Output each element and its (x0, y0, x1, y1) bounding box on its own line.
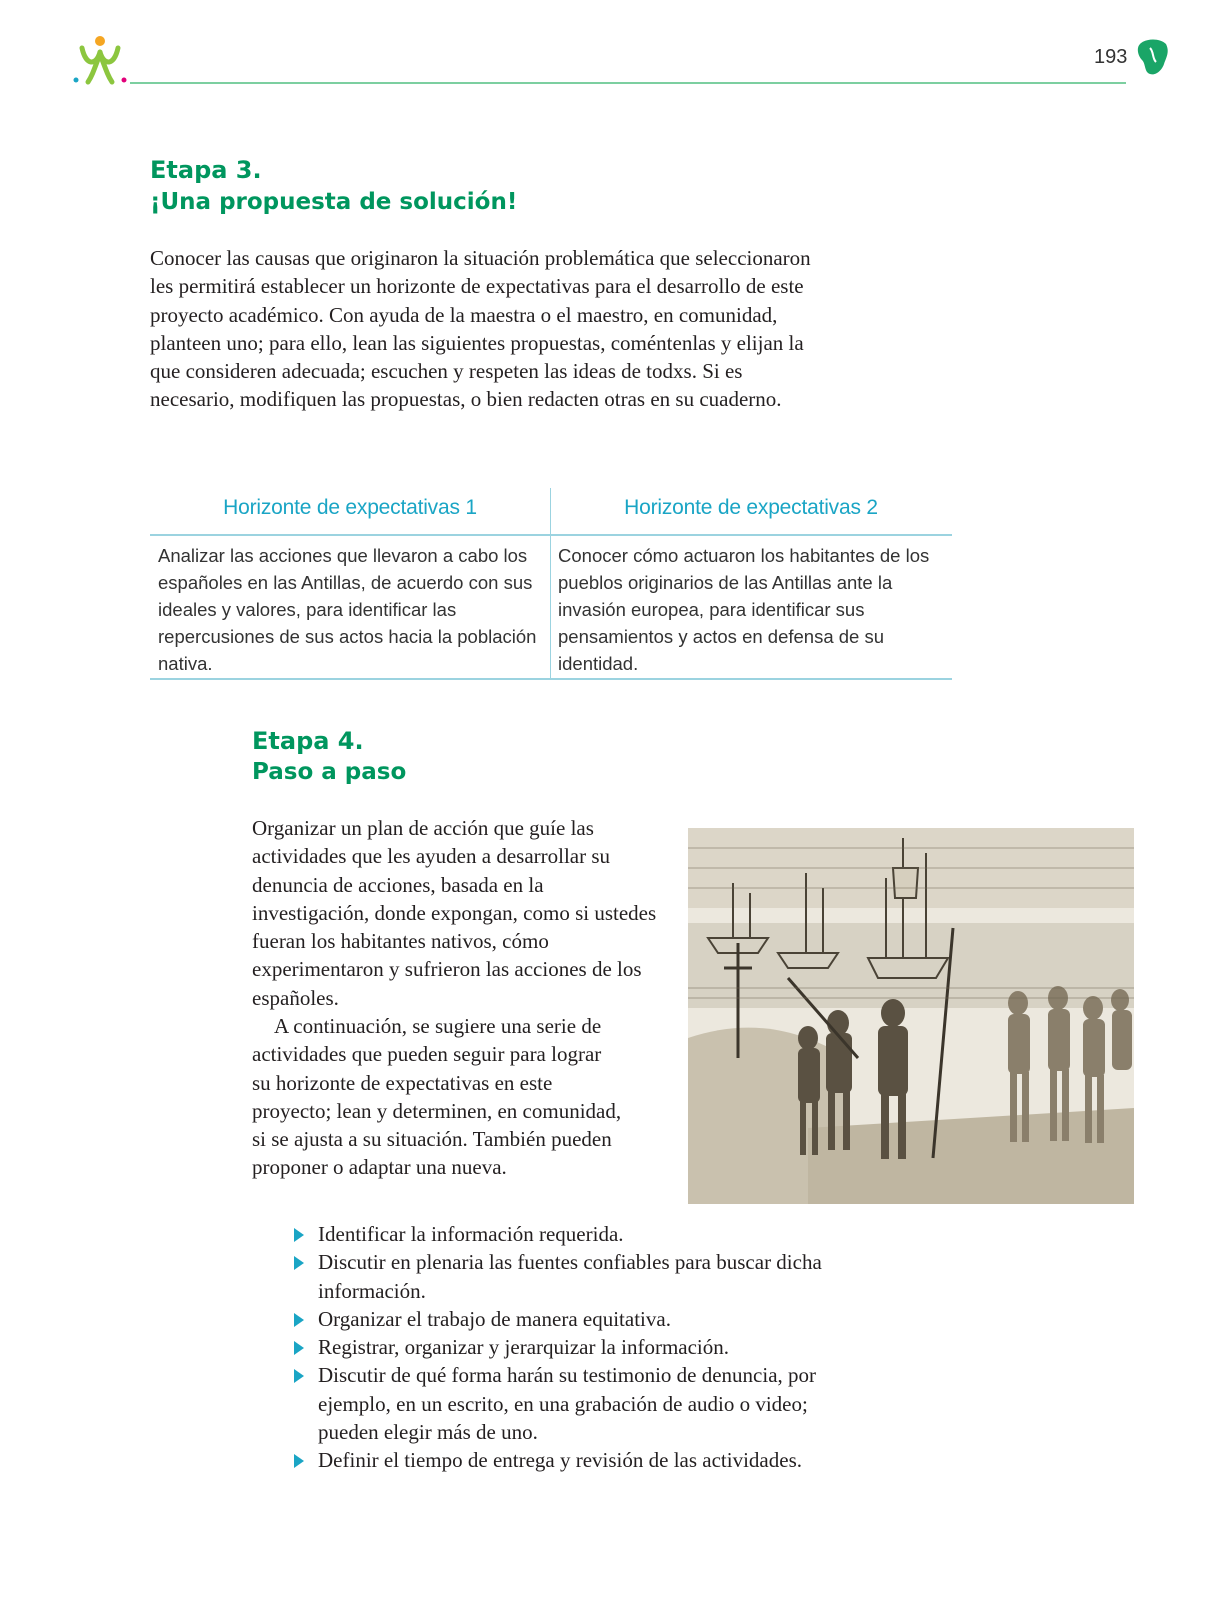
horizon-column-2 (550, 488, 952, 680)
horizon-1-header: Horizonte de expectativas 1 (223, 496, 477, 519)
stage3-title: Etapa 3. (150, 156, 262, 184)
horizon-column-1 (150, 488, 550, 680)
stage4-title: Etapa 4. (252, 727, 364, 755)
triangle-bullet-icon (294, 1256, 304, 1270)
triangle-bullet-icon (294, 1228, 304, 1242)
horizon-2-header: Horizonte de expectativas 2 (624, 496, 878, 519)
header-rule (130, 82, 1126, 84)
stage3-paragraph: Conocer las causas que originaron la situación problemática que seleccionaron les permitirá establecer un horizonte de expectativas para el desarrollo de este proyecto académico. Con ayuda de la maestra o el maestro, en comunidad, planteen uno; para ello, lean las siguientes propuestas, coméntenlas y elijan la que consideren adecuada; escuchen y respeten las ideas de todxs. Si es necesario, modifiquen las propuestas, o bien redacten otras en su cuaderno. (150, 246, 811, 412)
stage4-subtitle: Paso a paso (252, 759, 407, 785)
step-text: Registrar, organizar y jerarquizar la información. (318, 1335, 730, 1360)
list-item (290, 1248, 850, 1305)
stage4-paragraph-2: A continuación, se sugiere una serie de actividades que pueden seguir para lograr su horizonte de expectativas en este proyecto; lean y determinen, en comunidad, si se ajusta a su situación. También pueden proponer o adaptar una nueva. (252, 1014, 622, 1180)
horizon-table (150, 488, 952, 680)
list-item (290, 1220, 850, 1248)
program-logo-icon (72, 32, 128, 88)
step-text: Organizar el trabajo de manera equitativa. (318, 1306, 671, 1331)
page-number: 193 (1094, 46, 1128, 68)
steps-list (290, 1220, 850, 1475)
triangle-bullet-icon (294, 1313, 304, 1327)
stage3-subtitle: ¡Una propuesta de solución! (150, 189, 518, 215)
triangle-bullet-icon (294, 1454, 304, 1468)
stage4-paragraph-1: Organizar un plan de acción que guíe las actividades que les ayuden a desarrollar su denuncia de acciones, basada en la investigación, donde expongan, como si ustedes fueran los habitantes nativos, cómo experimentaron y sufrieron las acciones de los españoles. (252, 816, 657, 1010)
step-text: Definir el tiempo de entrega y revisión de las actividades. (318, 1448, 802, 1473)
horizon-1-text: Analizar las acciones que llevaron a cabo los españoles en las Antillas, de acuerdo con sus ideales y valores, para identificar las repercusiones de sus actos hacia la población nativa. (158, 545, 537, 674)
table-column-divider (550, 488, 551, 680)
list-item (290, 1305, 850, 1333)
table-header-rule (150, 534, 952, 536)
triangle-bullet-icon (294, 1369, 304, 1383)
horizon-2-text: Conocer cómo actuaron los habitantes de los pueblos originarios de las Antillas ante la invasión europea, para identificar sus pensamientos y actos en defensa de su identidad. (558, 545, 930, 674)
engraving-columbus-arrival-illustration (688, 828, 1134, 1204)
list-item (290, 1361, 850, 1446)
triangle-bullet-icon (294, 1341, 304, 1355)
table-bottom-rule (150, 678, 952, 680)
step-text: Identificar la información requerida. (318, 1222, 624, 1246)
step-text: Discutir en plenaria las fuentes confiables para buscar dicha información. (318, 1250, 822, 1303)
list-item (290, 1446, 850, 1474)
list-item (290, 1333, 850, 1361)
green-corner-mark-icon (1136, 38, 1170, 76)
step-text: Discutir de qué forma harán su testimonio de denuncia, por ejemplo, en un escrito, en una grabación de audio o video; pueden elegir más de uno. (318, 1363, 817, 1445)
